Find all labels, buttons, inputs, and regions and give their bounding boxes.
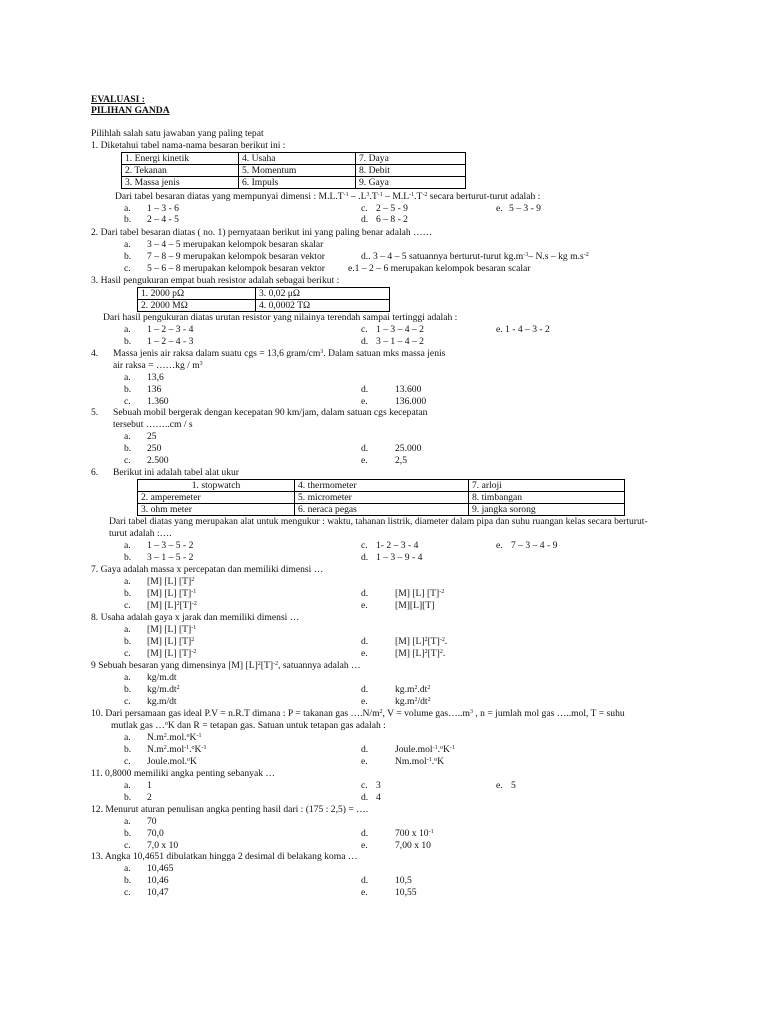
page-title: EVALUASI : (91, 94, 145, 105)
question-3-stem: 3. Hasil pengukuran empat buah resistor adalah sebagai berikut : (91, 275, 340, 286)
option-label: e. (361, 696, 368, 707)
table-cell: 2. 2000 MΩ (138, 300, 256, 312)
option-text: 5 – 6 – 8 merupakan kelompok besaran vektor (147, 263, 325, 274)
table-row (138, 492, 625, 504)
table-cell: 1. stopwatch (138, 480, 295, 492)
option-label: d. (361, 588, 369, 599)
question-6-prompt-line2: turut adalah :…. (109, 528, 172, 539)
option-label: a. (124, 624, 131, 635)
option-text: 1.360 (147, 396, 169, 407)
option-label: b. (124, 336, 132, 347)
option-text: [M] $[L]^2[T]^2$. (395, 648, 446, 659)
option-text: $N.m^2.mol.^oK^{-1}$ (147, 732, 202, 743)
option-text: [M] [L] $[T]^{-1}$ (147, 624, 197, 635)
question-10-stem-line2: mutlak gas …$^o$K dan R = tetapan gas. Satuan untuk tetapan gas adalah : (111, 720, 386, 731)
option-text: $kg.m^2.dt^2$ (395, 684, 431, 695)
option-text: 3 (376, 780, 381, 791)
table-cell: 3. 0,02 μΩ (256, 288, 390, 300)
option-text: 13.600 (395, 384, 422, 395)
option-label: b. (124, 828, 132, 839)
option-text: $kg.m^2/dt^2$ (395, 696, 431, 707)
table-cell: 3. ohm meter (138, 504, 295, 516)
table-cell: 1. 2000 pΩ (138, 288, 256, 300)
table-cell: 6. neraca pegas (295, 504, 469, 516)
question-5-number: 5. (91, 407, 99, 418)
table-cell: 1. Energi kinetik (122, 153, 239, 165)
option-label: b. (124, 552, 132, 563)
table-row (138, 480, 625, 492)
table-row (122, 165, 466, 177)
option-text: [M] [L] $[T]^{-2}$ (147, 648, 197, 659)
question-8-stem: 8. Usaha adalah gaya x jarak dan memiliki dimensi … (91, 612, 300, 623)
option-text: 10,5 (395, 875, 412, 886)
option-label: a. (124, 816, 131, 827)
option-label: a. (124, 672, 131, 683)
question-12-stem: 12. Menurut aturan penulisan angka penting hasil dari : (175 : 2,5) = …. (91, 804, 369, 815)
table-cell: 2. Tekanan (122, 165, 239, 177)
option-text: 1 – 3 – 5 - 2 (147, 540, 194, 551)
table-cell: 6. Impuls (239, 177, 356, 189)
option-text: 5 – 3 - 9 (509, 203, 541, 214)
option-label: d. (361, 384, 369, 395)
option-text: 10,465 (147, 863, 174, 874)
instruction: Pilihlah salah satu jawaban yang paling tepat (91, 128, 264, 139)
option-text: 136.000 (395, 396, 427, 407)
option-label: d. (361, 875, 369, 886)
option-text: 13,6 (147, 372, 164, 383)
option-text: Joule.mol.$^o$K (147, 756, 197, 767)
option-label: c. (361, 203, 368, 214)
question-10-stem: 10. Dari persamaan gas ideal P.V = n.R.T dimana : P = takanan gas $\dots.N/m^2$, V = volume $gas\dots..m^3$ , n = jumlah mol gas …..mol, T = suhu (91, 708, 625, 719)
option-label: a. (124, 239, 131, 250)
option-label: a. (124, 780, 131, 791)
table-cell: 2. amperemeter (138, 492, 295, 504)
option-text: 136 (147, 384, 162, 395)
question-11-stem: 11. 0,8000 memiliki angka penting sebanyak … (91, 768, 276, 779)
option-text: 2 – 5 - 9 (376, 203, 408, 214)
option-text: 2 (147, 792, 152, 803)
option-text: 700 x $10^{-1}$ (395, 828, 434, 839)
option-label: c. (124, 648, 131, 659)
option-text: e. 1 - 4 – 3 - 2 (496, 324, 550, 335)
option-label: c. (124, 600, 131, 611)
question-9-stem: 9 Sebuah besaran yang dimensinya [M] $[L]^2[T]^{-2}$, satuannya adalah … (91, 660, 361, 671)
option-label: c. (361, 780, 368, 791)
table-cell: 9. jangka sorong (469, 504, 625, 516)
option-label: a. (124, 576, 131, 587)
table-row (122, 153, 466, 165)
option-text: 1 (147, 780, 152, 791)
option-label: c. (124, 455, 131, 466)
option-text: 2 – 4 - 5 (147, 214, 179, 225)
option-text: 7 – 8 – 9 merupakan kelompok besaran vektor (147, 251, 325, 262)
option-text: [M] $[L]^2[T]^{-2}$ (147, 600, 197, 611)
option-text: [M] [L] $[T]^2$ (147, 576, 195, 587)
option-label: e. (496, 203, 503, 214)
option-text: 10,46 (147, 875, 169, 886)
page-subtitle: PILIHAN GANDA (91, 105, 170, 116)
option-label: c. (124, 887, 131, 898)
option-text: 70,0 (147, 828, 164, 839)
option-text: 25.000 (395, 443, 422, 454)
table-cell: 4. thermometer (295, 480, 469, 492)
table-cell: 7. Daya (356, 153, 466, 165)
option-label: a. (124, 863, 131, 874)
option-text: 3 – 4 – 5 merupakan kelompok besaran skalar (147, 239, 324, 250)
option-text: 1- 2 – 3 - 4 (376, 540, 419, 551)
question-2-stem: 2. Dari tabel besaran diatas ( no. 1) pernyataan berikut ini yang paling benar adalah …… (91, 227, 433, 238)
option-label: c. (124, 840, 131, 851)
table-cell: 8. Debit (356, 165, 466, 177)
table-row (138, 504, 625, 516)
option-text: 25 (147, 431, 157, 442)
option-text: kg/m.dt (147, 672, 177, 683)
option-label: e. (361, 455, 368, 466)
option-label: b. (124, 214, 132, 225)
option-text: 1 – 2 – 4 - 3 (147, 336, 194, 347)
option-text: [M][L][T] (395, 600, 435, 611)
question-6-stem: Berikut ini adalah tabel alat ukur (113, 467, 240, 478)
question-3-table (137, 287, 390, 312)
option-label: b. (124, 384, 132, 395)
option-text: 1 – 3 – 4 – 2 (376, 324, 424, 335)
option-label: d. (361, 684, 369, 695)
option-text: 7,0 x 10 (147, 840, 179, 851)
option-label: d. (361, 214, 369, 225)
option-text: 1 – 3 – 9 - 4 (376, 552, 423, 563)
option-text: 5 (511, 780, 516, 791)
option-text: $kg/m.dt^2$ (147, 684, 180, 695)
option-label: b. (124, 744, 132, 755)
question-6-number: 6. (91, 467, 99, 478)
option-label: e. (361, 600, 368, 611)
option-text: 1 – 3 - 6 (147, 203, 179, 214)
table-row (138, 288, 390, 300)
question-1-prompt: Dari tabel besaran diatas yang mempunyai dimensi : $M.L.T^{-1} - .L^3.T^{-1} - M.L^{-1}.T^{-2}$ secara berturut-turut adalah : (115, 191, 541, 202)
option-label: d. (361, 828, 369, 839)
option-label: c. (361, 540, 368, 551)
option-label: d. (361, 552, 369, 563)
question-1-stem: 1. Diketahui tabel nama-nama besaran berikut ini : (91, 140, 286, 151)
option-label: a. (124, 203, 131, 214)
option-label: a. (124, 372, 131, 383)
table-row (138, 300, 390, 312)
table-cell: 9. Gaya (356, 177, 466, 189)
option-label: c. (124, 696, 131, 707)
option-text: kg.m/dt (147, 696, 177, 707)
option-label: d. (361, 636, 369, 647)
option-text: 250 (147, 443, 162, 454)
option-label: a. (124, 431, 131, 442)
option-label: c. (361, 324, 368, 335)
question-5-stem: Sebuah mobil bergerak dengan kecepatan 90 km/jam, dalam satuan cgs kecepatan (113, 407, 428, 418)
option-label: b. (124, 443, 132, 454)
option-label: b. (124, 588, 132, 599)
option-text: 10,47 (147, 887, 169, 898)
table-cell: 4. Usaha (239, 153, 356, 165)
table-cell: 3. Massa jenis (122, 177, 239, 189)
question-7-stem: 7. Gaya adalah massa x percepatan dan memiliki dimensi … (91, 564, 324, 575)
question-5-stem-line2: tersebut ……..cm / s (113, 419, 193, 430)
table-cell: 5. Momentum (239, 165, 356, 177)
option-text: 6 – 8 - 2 (376, 214, 408, 225)
table-cell: 5. micrometer (295, 492, 469, 504)
question-6-table (137, 479, 625, 516)
option-text: [M] [L] $[T]^{-2}$ (395, 588, 445, 599)
option-label: e. (496, 540, 503, 551)
option-label: a. (124, 324, 131, 335)
option-label: d. (361, 744, 369, 755)
option-text: $N.m^2.mol^{-1}.^oK^{-1}$ (147, 744, 207, 755)
table-row (122, 177, 466, 189)
question-4-stem-line2: air raksa = ……kg / $m^3$ (113, 360, 203, 371)
question-6-prompt: Dari tabel diatas yang merupakan alat untuk mengukur : waktu, tahanan listrik, diameter dalam pipa dan suhu ruangan kelas secara berturut- (109, 516, 648, 527)
option-text: 7,00 x 10 (395, 840, 431, 851)
option-label: b. (124, 636, 132, 647)
option-label: e. (361, 840, 368, 851)
option-text: 7 – 3 – 4 - 9 (511, 540, 558, 551)
option-text: 2.500 (147, 455, 169, 466)
option-text: 70 (147, 816, 157, 827)
option-text: $Joule.mol^{-1}.^oK^{-1}$ (395, 744, 455, 755)
option-label: c. (124, 396, 131, 407)
option-text: [M] [L] $[T]^{-1}$ (147, 588, 197, 599)
option-label: e. (361, 756, 368, 767)
option-text: 2,5 (395, 455, 407, 466)
question-4-number: 4. (91, 348, 99, 359)
option-text: Nm.mol$^{-1}$.$^o$K (395, 756, 445, 767)
question-4-stem: Massa jenis air raksa dalam suatu cgs = 13,6 gram/$cm^3$. Dalam satuan mks massa jenis (113, 348, 446, 359)
option-label: b. (124, 792, 132, 803)
option-text: [M] $[L]^2[T]^{-2}$. (395, 636, 448, 647)
option-label: b. (124, 684, 132, 695)
option-label: e. (361, 396, 368, 407)
question-13-stem: 13. Angka 10,4651 dibulatkan hingga 2 desimal di belakang koma … (91, 851, 358, 862)
option-text: [M] [L] $[T]^2$ (147, 636, 195, 647)
option-label: a. (124, 732, 131, 743)
table-cell: 4. 0,0002 TΩ (256, 300, 390, 312)
option-text: 3 – 1 – 4 – 2 (376, 336, 424, 347)
question-3-prompt: Dari hasil pengukuran diatas urutan resistor yang nilainya terendah sampai tertinggi adalah : (103, 312, 458, 323)
option-label: c. (124, 263, 131, 274)
option-label: b. (124, 875, 132, 886)
table-cell: 7. arloji (469, 480, 625, 492)
option-text: 1 – 2 – 3 - 4 (147, 324, 194, 335)
option-label: d. (361, 443, 369, 454)
option-label: d. (361, 792, 369, 803)
option-text: 3 – 1 – 5 - 2 (147, 552, 194, 563)
option-label: c. (124, 756, 131, 767)
option-text: d.. 3 – 4 – 5 satuannya berturut-turut $kg.m^{-3}-$ N.s – kg $m.s^{-2}$ (361, 251, 589, 262)
table-cell: 8. timbangan (469, 492, 625, 504)
option-text: e.1 – 2 – 6 merupakan kelompok besaran scalar (348, 263, 531, 274)
option-text: 4 (376, 792, 381, 803)
option-label: a. (124, 540, 131, 551)
option-label: e. (361, 887, 368, 898)
question-1-table (121, 152, 466, 189)
option-label: d. (361, 336, 369, 347)
option-label: e. (361, 648, 368, 659)
option-label: b. (124, 251, 132, 262)
option-label: e. (496, 780, 503, 791)
option-text: 10,55 (395, 887, 417, 898)
